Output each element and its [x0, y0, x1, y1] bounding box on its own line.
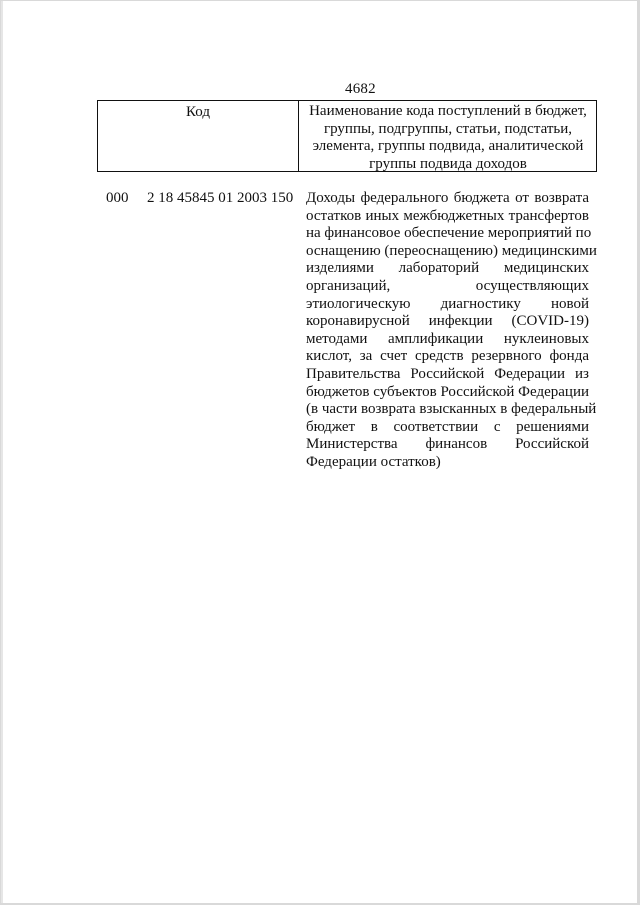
header-name-line: группы подвида доходов — [369, 155, 527, 172]
description-line: методами амплификации нуклеиновых — [306, 330, 589, 347]
description-line: Правительства Российской Федерации из — [306, 365, 589, 382]
description-line: изделиями лабораторий медицинских — [306, 260, 589, 277]
header-name-line: группы, подгруппы, статьи, подстатьи, — [323, 120, 573, 137]
description-line: кислот, за счет средств резервного фонда — [306, 348, 589, 365]
header-name-line: Наименование кода поступлений в бюджет, — [309, 103, 587, 119]
income-description — [306, 190, 597, 472]
description-line: бюджетов субъектов Российской Федерации — [306, 383, 589, 400]
description-line: организаций, осуществляющих — [306, 277, 589, 294]
header-name-label — [305, 103, 591, 173]
income-code: 2 18 45845 01 2003 150 — [147, 190, 294, 206]
header-name-line: элемента, группы подвида, аналитической — [312, 138, 584, 155]
description-line: на финансовое обеспечение мероприятий по — [306, 225, 592, 242]
description-line: этиологическую диагностику новой — [306, 295, 589, 312]
column-divider — [298, 101, 299, 171]
page-edge — [1, 1, 3, 903]
page-number: 4682 — [345, 81, 376, 97]
description-line: Министерства финансов Российской — [306, 436, 589, 453]
header-code-label: Код — [186, 104, 210, 120]
description-line: остатков иных межбюджетных трансфертов — [306, 207, 589, 224]
description-line: бюджет в соответствии с решениями — [306, 418, 589, 435]
description-line: Федерации остатков) — [306, 453, 441, 470]
description-line: Доходы федерального бюджета от возврата — [306, 190, 589, 206]
description-line: оснащению (переоснащению) медицинскими — [306, 242, 597, 259]
table-header — [97, 100, 597, 172]
admin-code: 000 — [106, 190, 129, 206]
description-line: коронавирусной инфекции (COVID-19) — [306, 313, 589, 330]
document-page — [1, 1, 637, 903]
description-line: (в части возврата взысканных в федеральный — [306, 401, 597, 418]
